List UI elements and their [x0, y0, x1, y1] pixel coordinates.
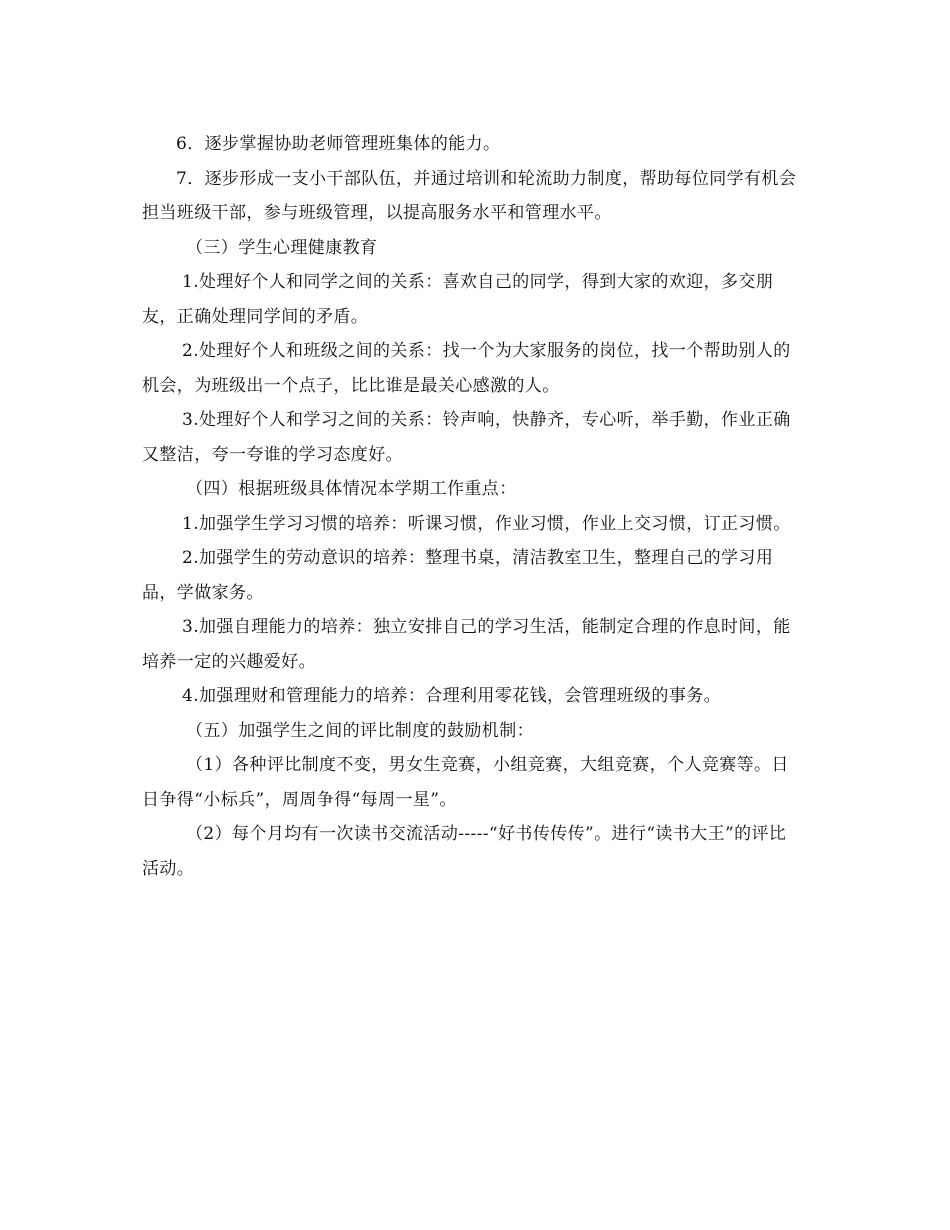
section-heading-3: （三）学生心理健康教育: [186, 237, 378, 258]
section-heading-5: （五）加强学生之间的评比制度的鼓励机制：: [186, 720, 534, 741]
section-4-item-2: 2.加强学生的劳动意识的培养：整理书桌，清洁教室卫生，整理自己的学习用品，学做家务。: [142, 548, 774, 603]
section-heading-4: （四）根据班级具体情况本学期工作重点：: [186, 479, 517, 499]
document-body: [142, 127, 802, 886]
list-item-6: 6．逐步掌握协助老师管理班集体的能力。: [176, 134, 501, 154]
section-3-item-3: 3.处理好个人和学习之间的关系：铃声响，快静齐，专心听，举手勤，作业正确又整洁，夸一夸谁的学习态度好。: [142, 410, 791, 465]
section-3-item-2: 2.处理好个人和班级之间的关系：找一个为大家服务的岗位，找一个帮助别人的机会，为班级出一个点子，比比谁是最关心感激的人。: [142, 341, 791, 396]
section-4-item-3: 3.加强自理能力的培养：独立安排自己的学习生活，能制定合理的作息时间，能培养一定的兴趣爱好。: [142, 617, 791, 672]
section-4-item-4: 4.加强理财和管理能力的培养：合理利用零花钱，会管理班级的事务。: [182, 686, 722, 706]
section-3-item-1: 1.处理好个人和同学之间的关系：喜欢自己的同学，得到大家的欢迎，多交朋友，正确处理同学间的矛盾。: [142, 272, 774, 327]
section-4-item-1: 1.加强学生学习习惯的培养：听课习惯，作业习惯，作业上交习惯，订正习惯。: [182, 513, 791, 534]
section-5-item-2: （2）每个月均有一次读书交流活动-----“好书传传传”。进行“读书大王”的评比活动。: [142, 824, 787, 879]
list-item-7: 7．逐步形成一支小干部队伍，并通过培训和轮流助力制度，帮助每位同学有机会担当班级干部，参与班级管理，以提高服务水平和管理水平。: [142, 168, 797, 223]
section-5-item-1: （1）各种评比制度不变，男女生竞赛，小组竞赛，大组竞赛，个人竞赛等。日日争得“小标兵”，周周争得“每周一星”。: [142, 755, 789, 810]
